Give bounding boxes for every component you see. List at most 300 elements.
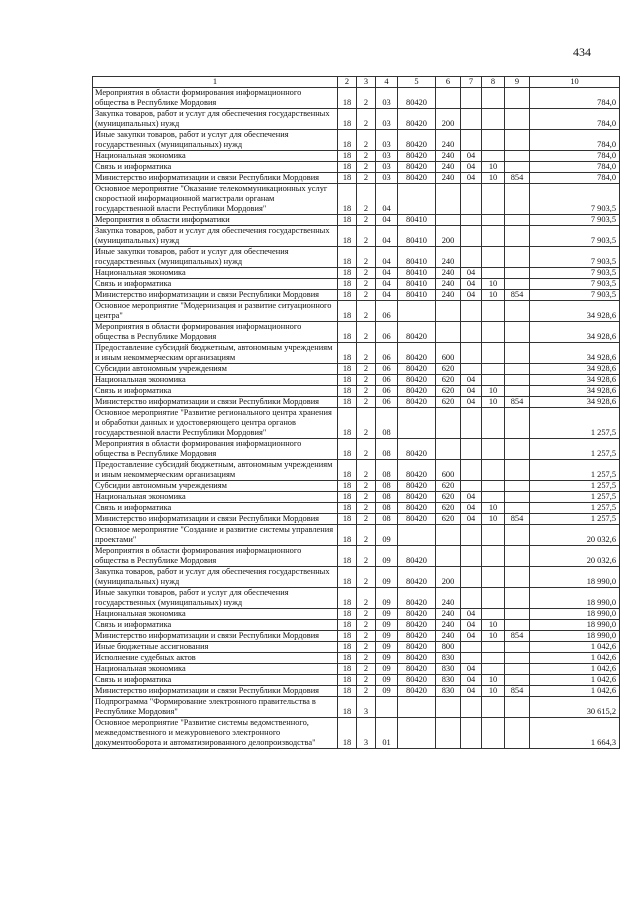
cell-subprogram: 2 xyxy=(357,686,376,697)
cell-vr: 620 xyxy=(436,481,461,492)
cell-event: 06 xyxy=(376,375,398,386)
cell-grbs: 18 xyxy=(338,492,357,503)
table-row xyxy=(93,343,620,364)
cell-direction: 80420 xyxy=(398,664,436,675)
cell-name: Министерство информатизации и связи Республики Мордовия xyxy=(93,686,338,697)
cell-rz xyxy=(461,215,482,226)
cell-name: Мероприятия в области формирования информационного общества в Республике Мордовия xyxy=(93,546,338,567)
cell-event: 06 xyxy=(376,364,398,375)
cell-sum: 34 928,6 xyxy=(530,386,620,397)
cell-rz xyxy=(461,247,482,268)
cell-grbs-code xyxy=(505,481,530,492)
cell-subprogram: 2 xyxy=(357,215,376,226)
cell-direction: 80420 xyxy=(398,386,436,397)
cell-sum: 784,0 xyxy=(530,109,620,130)
cell-pr: 10 xyxy=(482,686,505,697)
cell-pr: 10 xyxy=(482,290,505,301)
cell-grbs: 18 xyxy=(338,546,357,567)
table-row xyxy=(93,653,620,664)
cell-grbs: 18 xyxy=(338,290,357,301)
cell-vr: 830 xyxy=(436,664,461,675)
cell-event xyxy=(376,697,398,718)
cell-direction: 80420 xyxy=(398,675,436,686)
cell-direction: 80420 xyxy=(398,375,436,386)
cell-sum: 7 903,5 xyxy=(530,215,620,226)
cell-grbs: 18 xyxy=(338,386,357,397)
column-header: 5 xyxy=(398,77,436,88)
table-row xyxy=(93,162,620,173)
cell-grbs-code xyxy=(505,322,530,343)
cell-direction: 80420 xyxy=(398,109,436,130)
cell-subprogram: 2 xyxy=(357,279,376,290)
cell-vr xyxy=(436,525,461,546)
cell-event: 09 xyxy=(376,609,398,620)
cell-grbs-code xyxy=(505,408,530,439)
cell-name: Закупка товаров, работ и услуг для обеспечения государственных (муниципальных) нужд xyxy=(93,109,338,130)
cell-name: Национальная экономика xyxy=(93,664,338,675)
cell-grbs: 18 xyxy=(338,184,357,215)
cell-direction: 80420 xyxy=(398,130,436,151)
cell-subprogram: 2 xyxy=(357,109,376,130)
column-header: 4 xyxy=(376,77,398,88)
cell-pr xyxy=(482,492,505,503)
cell-subprogram: 2 xyxy=(357,290,376,301)
cell-pr xyxy=(482,609,505,620)
cell-direction: 80420 xyxy=(398,546,436,567)
cell-direction: 80420 xyxy=(398,514,436,525)
cell-sum: 1 257,5 xyxy=(530,481,620,492)
cell-direction: 80420 xyxy=(398,151,436,162)
cell-direction: 80420 xyxy=(398,653,436,664)
cell-rz xyxy=(461,343,482,364)
cell-grbs: 18 xyxy=(338,503,357,514)
cell-rz: 04 xyxy=(461,386,482,397)
cell-vr: 240 xyxy=(436,609,461,620)
cell-event: 08 xyxy=(376,514,398,525)
cell-name: Национальная экономика xyxy=(93,609,338,620)
column-header: 3 xyxy=(357,77,376,88)
cell-subprogram: 2 xyxy=(357,620,376,631)
table-row xyxy=(93,546,620,567)
cell-pr xyxy=(482,109,505,130)
cell-sum: 18 990,0 xyxy=(530,609,620,620)
cell-rz xyxy=(461,697,482,718)
cell-sum: 34 928,6 xyxy=(530,301,620,322)
cell-sum: 20 032,6 xyxy=(530,546,620,567)
cell-grbs-code xyxy=(505,718,530,749)
cell-grbs-code xyxy=(505,460,530,481)
cell-name: Связь и информатика xyxy=(93,620,338,631)
cell-rz: 04 xyxy=(461,492,482,503)
cell-pr xyxy=(482,653,505,664)
cell-sum: 1 042,6 xyxy=(530,664,620,675)
cell-grbs-code xyxy=(505,492,530,503)
cell-pr xyxy=(482,481,505,492)
cell-direction: 80420 xyxy=(398,397,436,408)
cell-grbs-code xyxy=(505,279,530,290)
cell-pr xyxy=(482,364,505,375)
cell-grbs-code xyxy=(505,664,530,675)
cell-sum: 1 042,6 xyxy=(530,653,620,664)
cell-grbs-code xyxy=(505,109,530,130)
cell-grbs: 18 xyxy=(338,151,357,162)
cell-rz: 04 xyxy=(461,268,482,279)
cell-grbs-code xyxy=(505,162,530,173)
cell-name: Связь и информатика xyxy=(93,386,338,397)
cell-name: Предоставление субсидий бюджетным, автономным учреждениям и иным некоммерческим организациям xyxy=(93,343,338,364)
cell-vr: 240 xyxy=(436,588,461,609)
cell-grbs: 18 xyxy=(338,631,357,642)
cell-vr xyxy=(436,184,461,215)
cell-vr: 240 xyxy=(436,173,461,184)
cell-subprogram: 2 xyxy=(357,130,376,151)
cell-grbs: 18 xyxy=(338,642,357,653)
cell-grbs-code xyxy=(505,215,530,226)
cell-subprogram: 2 xyxy=(357,173,376,184)
column-header: 8 xyxy=(482,77,505,88)
cell-sum: 1 257,5 xyxy=(530,503,620,514)
cell-subprogram: 2 xyxy=(357,514,376,525)
table-row xyxy=(93,588,620,609)
cell-subprogram: 2 xyxy=(357,184,376,215)
cell-sum: 784,0 xyxy=(530,162,620,173)
cell-pr xyxy=(482,408,505,439)
cell-subprogram: 2 xyxy=(357,247,376,268)
cell-subprogram: 2 xyxy=(357,364,376,375)
cell-grbs: 18 xyxy=(338,439,357,460)
cell-vr: 830 xyxy=(436,686,461,697)
table-row xyxy=(93,173,620,184)
cell-name: Мероприятия в области формирования информационного общества в Республике Мордовия xyxy=(93,322,338,343)
cell-event: 09 xyxy=(376,620,398,631)
table-row xyxy=(93,664,620,675)
cell-sum: 7 903,5 xyxy=(530,268,620,279)
cell-rz xyxy=(461,109,482,130)
cell-rz xyxy=(461,642,482,653)
cell-pr xyxy=(482,588,505,609)
cell-grbs-code xyxy=(505,130,530,151)
cell-grbs-code xyxy=(505,343,530,364)
cell-direction xyxy=(398,301,436,322)
cell-rz xyxy=(461,567,482,588)
cell-vr: 240 xyxy=(436,247,461,268)
cell-grbs-code: 854 xyxy=(505,397,530,408)
cell-sum: 1 257,5 xyxy=(530,492,620,503)
cell-pr xyxy=(482,268,505,279)
table-row xyxy=(93,268,620,279)
cell-subprogram: 2 xyxy=(357,653,376,664)
cell-grbs-code xyxy=(505,364,530,375)
cell-grbs: 18 xyxy=(338,514,357,525)
cell-rz xyxy=(461,130,482,151)
cell-name: Основное мероприятие "Создание и развитие системы управления проектами" xyxy=(93,525,338,546)
cell-vr: 620 xyxy=(436,364,461,375)
budget-table xyxy=(92,76,620,749)
cell-name: Министерство информатизации и связи Республики Мордовия xyxy=(93,514,338,525)
cell-event: 09 xyxy=(376,653,398,664)
cell-vr: 240 xyxy=(436,279,461,290)
cell-vr: 830 xyxy=(436,675,461,686)
cell-name: Иные закупки товаров, работ и услуг для обеспечения государственных (муниципальных) нужд xyxy=(93,247,338,268)
cell-grbs: 18 xyxy=(338,525,357,546)
cell-direction xyxy=(398,718,436,749)
cell-sum: 7 903,5 xyxy=(530,226,620,247)
cell-grbs: 18 xyxy=(338,653,357,664)
table-row xyxy=(93,386,620,397)
column-header: 1 xyxy=(93,77,338,88)
cell-direction: 80410 xyxy=(398,290,436,301)
cell-name: Министерство информатизации и связи Республики Мордовия xyxy=(93,173,338,184)
cell-grbs: 18 xyxy=(338,247,357,268)
cell-vr: 240 xyxy=(436,268,461,279)
cell-name: Национальная экономика xyxy=(93,268,338,279)
cell-name: Иные закупки товаров, работ и услуг для обеспечения государственных (муниципальных) нужд xyxy=(93,130,338,151)
cell-grbs-code: 854 xyxy=(505,514,530,525)
cell-direction: 80420 xyxy=(398,88,436,109)
cell-rz: 04 xyxy=(461,290,482,301)
cell-direction: 80420 xyxy=(398,642,436,653)
cell-pr: 10 xyxy=(482,386,505,397)
cell-name: Основное мероприятие "Оказание телекоммуникационных услуг скоростной информационной магистрали органам государственной власти Республики Мордовия" xyxy=(93,184,338,215)
cell-direction: 80410 xyxy=(398,247,436,268)
cell-event: 04 xyxy=(376,226,398,247)
cell-event: 08 xyxy=(376,460,398,481)
cell-sum: 7 903,5 xyxy=(530,184,620,215)
cell-grbs-code xyxy=(505,386,530,397)
cell-grbs: 18 xyxy=(338,609,357,620)
cell-subprogram: 2 xyxy=(357,492,376,503)
cell-grbs-code xyxy=(505,588,530,609)
cell-sum: 1 257,5 xyxy=(530,439,620,460)
cell-event: 09 xyxy=(376,631,398,642)
cell-vr: 620 xyxy=(436,386,461,397)
cell-sum: 20 032,6 xyxy=(530,525,620,546)
cell-grbs: 18 xyxy=(338,301,357,322)
cell-direction: 80420 xyxy=(398,343,436,364)
table-row xyxy=(93,718,620,749)
table-row xyxy=(93,697,620,718)
cell-pr xyxy=(482,88,505,109)
table-row xyxy=(93,642,620,653)
cell-event: 08 xyxy=(376,439,398,460)
cell-name: Закупка товаров, работ и услуг для обеспечения государственных (муниципальных) нужд xyxy=(93,567,338,588)
table-row xyxy=(93,364,620,375)
cell-event: 08 xyxy=(376,503,398,514)
table-row xyxy=(93,247,620,268)
cell-name: Основное мероприятие "Модернизация и развитие ситуационного центра" xyxy=(93,301,338,322)
cell-pr: 10 xyxy=(482,279,505,290)
cell-direction: 80420 xyxy=(398,322,436,343)
cell-grbs: 18 xyxy=(338,567,357,588)
cell-subprogram: 2 xyxy=(357,588,376,609)
cell-grbs-code xyxy=(505,620,530,631)
cell-pr xyxy=(482,322,505,343)
cell-subprogram: 2 xyxy=(357,546,376,567)
cell-event: 08 xyxy=(376,492,398,503)
cell-pr xyxy=(482,184,505,215)
cell-grbs: 18 xyxy=(338,408,357,439)
cell-grbs-code xyxy=(505,609,530,620)
cell-subprogram: 3 xyxy=(357,697,376,718)
cell-sum: 784,0 xyxy=(530,151,620,162)
cell-pr xyxy=(482,546,505,567)
cell-subprogram: 2 xyxy=(357,675,376,686)
cell-vr xyxy=(436,546,461,567)
cell-subprogram: 2 xyxy=(357,375,376,386)
cell-pr xyxy=(482,215,505,226)
table-row xyxy=(93,408,620,439)
cell-rz: 04 xyxy=(461,609,482,620)
cell-name: Подпрограмма "Формирование электронного правительства в Республике Мордовия" xyxy=(93,697,338,718)
cell-name: Мероприятия в области формирования информационного общества в Республике Мордовия xyxy=(93,439,338,460)
cell-rz: 04 xyxy=(461,173,482,184)
cell-rz xyxy=(461,439,482,460)
table-row xyxy=(93,151,620,162)
cell-name: Министерство информатизации и связи Республики Мордовия xyxy=(93,631,338,642)
cell-pr xyxy=(482,525,505,546)
cell-sum: 34 928,6 xyxy=(530,397,620,408)
cell-grbs: 18 xyxy=(338,215,357,226)
cell-grbs: 18 xyxy=(338,686,357,697)
table-row xyxy=(93,686,620,697)
cell-direction: 80410 xyxy=(398,215,436,226)
cell-rz: 04 xyxy=(461,503,482,514)
cell-event: 03 xyxy=(376,109,398,130)
cell-grbs-code xyxy=(505,503,530,514)
cell-pr: 10 xyxy=(482,173,505,184)
cell-pr: 10 xyxy=(482,675,505,686)
cell-direction: 80420 xyxy=(398,173,436,184)
cell-subprogram: 2 xyxy=(357,343,376,364)
table-row xyxy=(93,109,620,130)
cell-grbs-code xyxy=(505,697,530,718)
cell-grbs: 18 xyxy=(338,226,357,247)
cell-direction: 80410 xyxy=(398,279,436,290)
cell-pr xyxy=(482,439,505,460)
cell-vr: 240 xyxy=(436,290,461,301)
cell-grbs: 18 xyxy=(338,322,357,343)
cell-grbs-code xyxy=(505,88,530,109)
cell-vr xyxy=(436,718,461,749)
cell-name: Связь и информатика xyxy=(93,279,338,290)
cell-event: 09 xyxy=(376,642,398,653)
cell-vr: 200 xyxy=(436,109,461,130)
cell-sum: 18 990,0 xyxy=(530,631,620,642)
cell-grbs: 18 xyxy=(338,364,357,375)
cell-vr: 800 xyxy=(436,642,461,653)
table-header-row xyxy=(93,77,620,88)
cell-subprogram: 2 xyxy=(357,631,376,642)
cell-direction: 80410 xyxy=(398,268,436,279)
table-row xyxy=(93,514,620,525)
table-row xyxy=(93,492,620,503)
cell-rz xyxy=(461,88,482,109)
cell-vr xyxy=(436,301,461,322)
cell-event: 04 xyxy=(376,290,398,301)
cell-vr: 240 xyxy=(436,130,461,151)
cell-pr: 10 xyxy=(482,631,505,642)
cell-rz xyxy=(461,525,482,546)
cell-pr xyxy=(482,375,505,386)
cell-direction xyxy=(398,525,436,546)
cell-name: Закупка товаров, работ и услуг для обеспечения государственных (муниципальных) нужд xyxy=(93,226,338,247)
cell-sum: 7 903,5 xyxy=(530,290,620,301)
table-row xyxy=(93,130,620,151)
cell-event: 09 xyxy=(376,686,398,697)
cell-event: 03 xyxy=(376,173,398,184)
table-row xyxy=(93,375,620,386)
cell-rz xyxy=(461,226,482,247)
cell-rz xyxy=(461,546,482,567)
cell-direction: 80420 xyxy=(398,609,436,620)
cell-pr xyxy=(482,130,505,151)
cell-event: 03 xyxy=(376,88,398,109)
cell-grbs-code xyxy=(505,525,530,546)
cell-direction: 80420 xyxy=(398,460,436,481)
cell-grbs-code xyxy=(505,439,530,460)
cell-grbs: 18 xyxy=(338,268,357,279)
cell-name: Связь и информатика xyxy=(93,162,338,173)
cell-pr xyxy=(482,151,505,162)
table-row xyxy=(93,226,620,247)
cell-vr xyxy=(436,215,461,226)
cell-pr xyxy=(482,567,505,588)
cell-rz xyxy=(461,184,482,215)
cell-event: 06 xyxy=(376,397,398,408)
cell-event: 04 xyxy=(376,268,398,279)
cell-vr: 240 xyxy=(436,631,461,642)
cell-sum: 7 903,5 xyxy=(530,279,620,290)
cell-sum: 1 042,6 xyxy=(530,642,620,653)
cell-pr: 10 xyxy=(482,397,505,408)
cell-subprogram: 2 xyxy=(357,301,376,322)
cell-grbs-code xyxy=(505,567,530,588)
cell-name: Связь и информатика xyxy=(93,503,338,514)
cell-grbs: 18 xyxy=(338,343,357,364)
cell-name: Субсидии автономным учреждениям xyxy=(93,481,338,492)
cell-sum: 1 042,6 xyxy=(530,675,620,686)
cell-event: 06 xyxy=(376,386,398,397)
cell-vr: 620 xyxy=(436,514,461,525)
cell-event: 04 xyxy=(376,247,398,268)
cell-pr xyxy=(482,697,505,718)
cell-pr: 10 xyxy=(482,503,505,514)
cell-vr: 620 xyxy=(436,375,461,386)
cell-pr xyxy=(482,460,505,481)
cell-direction xyxy=(398,697,436,718)
cell-sum: 784,0 xyxy=(530,88,620,109)
cell-vr xyxy=(436,439,461,460)
cell-grbs: 18 xyxy=(338,88,357,109)
cell-direction: 80420 xyxy=(398,567,436,588)
cell-vr: 620 xyxy=(436,503,461,514)
cell-subprogram: 2 xyxy=(357,226,376,247)
cell-grbs-code: 854 xyxy=(505,290,530,301)
cell-name: Предоставление субсидий бюджетным, автономным учреждениям и иным некоммерческим организациям xyxy=(93,460,338,481)
cell-direction xyxy=(398,408,436,439)
cell-rz: 04 xyxy=(461,514,482,525)
cell-grbs: 18 xyxy=(338,697,357,718)
cell-grbs-code xyxy=(505,226,530,247)
cell-direction: 80420 xyxy=(398,503,436,514)
cell-event: 09 xyxy=(376,664,398,675)
cell-sum: 18 990,0 xyxy=(530,620,620,631)
cell-event: 04 xyxy=(376,215,398,226)
cell-vr: 200 xyxy=(436,226,461,247)
cell-vr xyxy=(436,408,461,439)
column-header: 9 xyxy=(505,77,530,88)
cell-rz: 04 xyxy=(461,675,482,686)
